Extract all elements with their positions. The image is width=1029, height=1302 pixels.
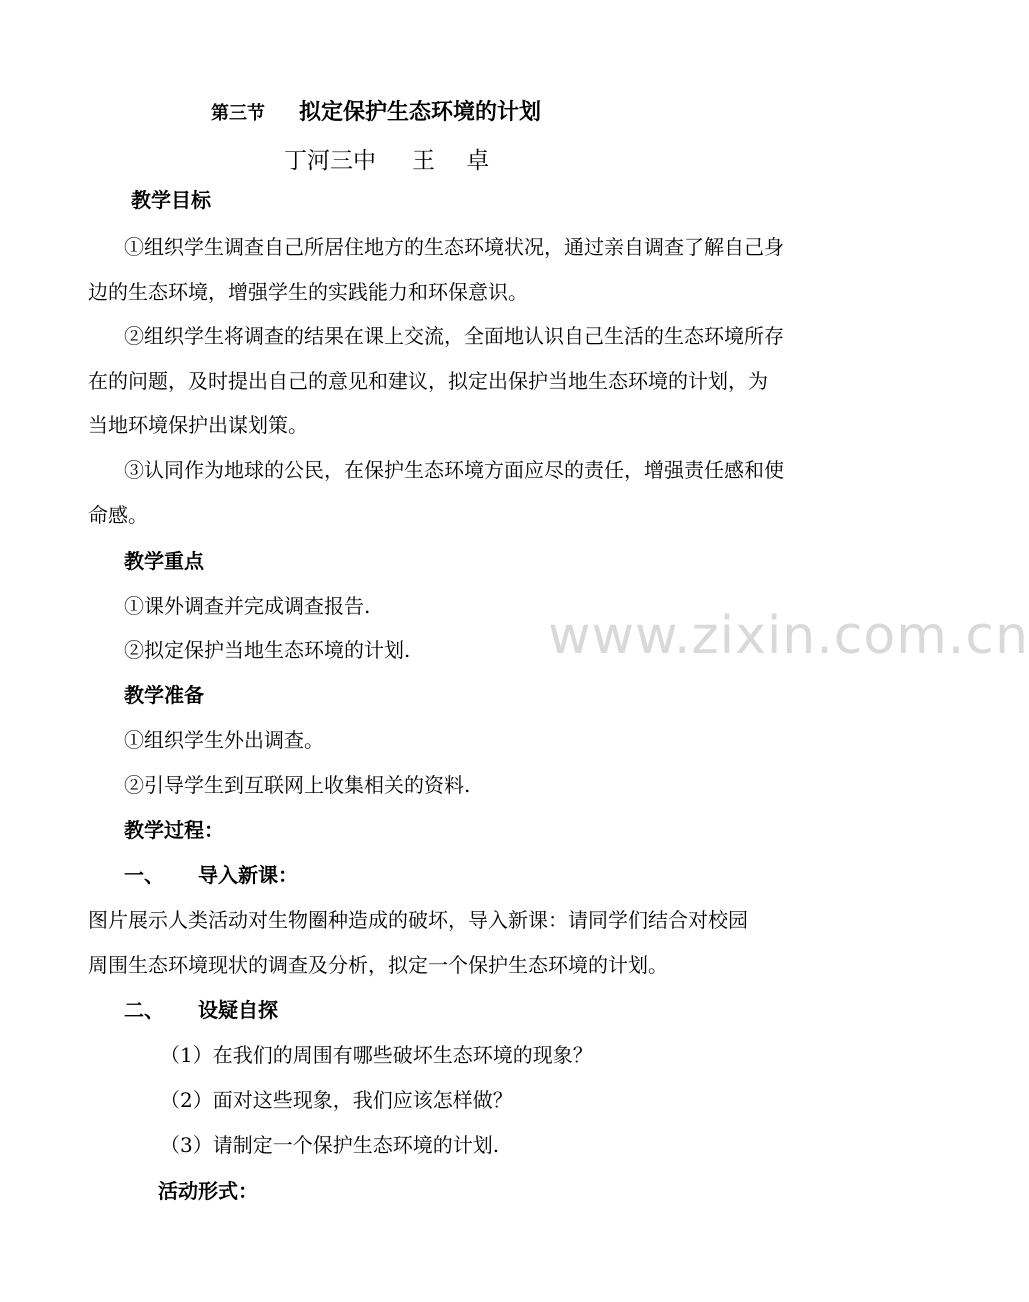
part-2-title: 设疑自探 (198, 998, 278, 1022)
part-2-number: 二、 (124, 998, 164, 1022)
prep-heading: 教学准备 (124, 683, 204, 707)
goal-3-line-2: 命感。 (88, 503, 148, 527)
title-row (211, 95, 541, 126)
goal-2-line-1: ②组织学生将调查的结果在课上交流，全面地认识自己生活的生态环境所存 (124, 324, 784, 348)
lesson-title: 拟定保护生态环境的计划 (299, 100, 542, 125)
goals-heading: 教学目标 (131, 188, 211, 212)
part-1-heading (124, 861, 298, 889)
process-heading: 教学过程： (124, 818, 224, 842)
question-1: （1）在我们的周围有哪些破坏生态环境的现象？ (160, 1043, 593, 1067)
part-1-line-1: 图片展示人类活动对生物圈种造成的破坏，导入新课：请同学们结合对校园 (88, 908, 748, 932)
goal-3-line-1: ③认同作为地球的公民，在保护生态环境方面应尽的责任，增强责任感和使 (124, 458, 784, 482)
part-1-title: 导入新课： (198, 863, 298, 887)
prep-item-2: ②引导学生到互联网上收集相关的资料. (124, 773, 471, 797)
focus-heading: 教学重点 (124, 549, 204, 573)
prep-item-1: ①组织学生外出调查。 (124, 728, 324, 752)
goal-2-line-3: 当地环境保护出谋划策。 (88, 413, 308, 437)
part-2-heading (124, 996, 278, 1024)
activity-heading: 活动形式： (158, 1179, 258, 1203)
school-name: 丁河三中 (284, 148, 376, 174)
goal-1-line-1: ①组织学生调查自己所居住地方的生态环境状况，通过亲自调查了解自己身 (124, 235, 784, 259)
teacher-name: 王 卓 (412, 148, 502, 174)
goal-2-line-2: 在的问题，及时提出自己的意见和建议，拟定出保护当地生态环境的计划，为 (88, 369, 768, 393)
part-1-number: 一、 (124, 863, 164, 887)
section-number: 第三节 (211, 103, 265, 124)
question-3: （3）请制定一个保护生态环境的计划. (160, 1133, 500, 1157)
focus-item-2: ②拟定保护当地生态环境的计划. (124, 638, 411, 662)
focus-item-1: ①课外调查并完成调查报告. (124, 594, 371, 618)
author-row (284, 142, 501, 175)
goal-1-line-2: 边的生态环境，增强学生的实践能力和环保意识。 (88, 280, 528, 304)
watermark: www.zixin.com.cn (548, 606, 1029, 666)
part-1-line-2: 周围生态环境现状的调查及分析，拟定一个保护生态环境的计划。 (88, 953, 668, 977)
question-2: （2）面对这些现象，我们应该怎样做？ (160, 1088, 513, 1112)
